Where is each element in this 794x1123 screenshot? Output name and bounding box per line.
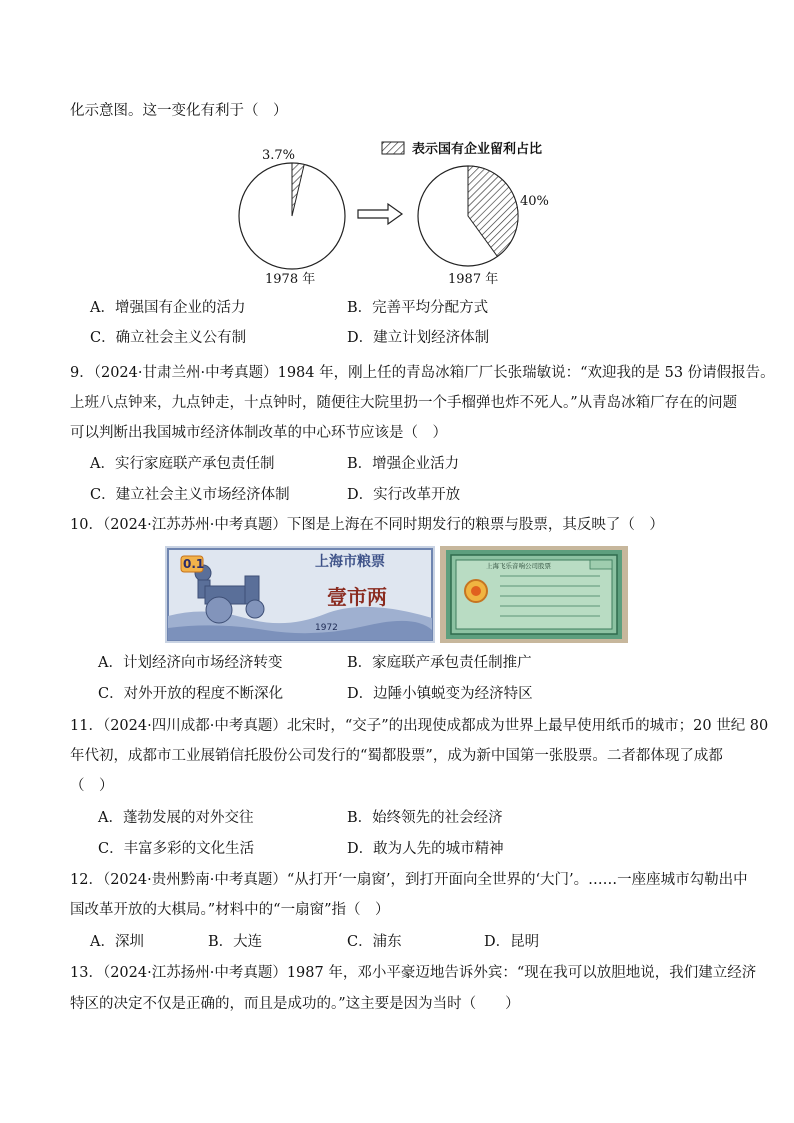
option-c[interactable]: C．浦东: [347, 934, 402, 950]
grain-ticket-image: [165, 546, 435, 643]
ticket-value: 0.1: [183, 557, 205, 571]
pie-right-year: 1987 年: [448, 272, 499, 287]
question-10-line-1: 10．（2024·江苏苏州·中考真题）下图是上海在不同时期发行的粮票与股票，其反映了（ ）: [70, 517, 664, 533]
option-a[interactable]: A．深圳: [90, 934, 144, 950]
transition-arrow-icon: [358, 204, 402, 224]
question-13-line-2: 特区的决定不仅是正确的，而且是成功的。”这主要是因为当时（ ）: [70, 996, 520, 1012]
question-12-line-1: 12．（2024·贵州黔南·中考真题）“从打开‘一扇窗’，到打开面向全世界的‘大门’。……一座座城市勾勒出中: [70, 872, 748, 888]
option-b[interactable]: B．家庭联产承包责任制推广: [347, 655, 532, 671]
option-a[interactable]: A．蓬勃发展的对外交往: [98, 810, 254, 826]
question-11-line-3: （ ）: [70, 778, 114, 794]
option-d[interactable]: D．边陲小镇蜕变为经济特区: [347, 686, 533, 702]
option-b[interactable]: B．完善平均分配方式: [347, 300, 489, 316]
option-a[interactable]: A．计划经济向市场经济转变: [98, 655, 283, 671]
question-12-line-2: 国改革开放的大棋局。”材料中的“一扇窗”指（ ）: [70, 902, 390, 918]
question-11-line-2: 年代初，成都市工业展销信托股份公司发行的“蜀都股票”，成为新中国第一张股票。二者都体现了成都: [70, 748, 723, 764]
option-b[interactable]: B．始终领先的社会经济: [347, 810, 503, 826]
question-11-line-1: 11．（2024·四川成都·中考真题）北宋时，“交子”的出现使成都成为世界上最早使用纸币的城市；20 世纪 80: [70, 718, 769, 734]
option-d[interactable]: D．昆明: [484, 934, 540, 950]
option-a[interactable]: A．增强国有企业的活力: [90, 300, 246, 316]
pie-left-percent-label: 3.7%: [262, 148, 296, 163]
option-b[interactable]: B．大连: [208, 934, 263, 950]
option-c[interactable]: C．确立社会主义公有制: [90, 330, 247, 346]
legend-label: 表示国有企业留利占比: [412, 142, 543, 157]
option-b[interactable]: B．增强企业活力: [347, 456, 460, 472]
option-d[interactable]: D．实行改革开放: [347, 487, 461, 503]
ticket-amount: 壹市两: [327, 585, 387, 609]
option-c[interactable]: C．丰富多彩的文化生活: [98, 841, 255, 857]
option-c[interactable]: C．建立社会主义市场经济体制: [90, 487, 290, 503]
pie-left-year: 1978 年: [265, 272, 316, 287]
legend-swatch: [382, 142, 404, 154]
option-d[interactable]: D．建立计划经济体制: [347, 330, 490, 346]
pie-right-percent-label: 40%: [520, 194, 549, 209]
question-9-line-3: 可以判断出我国城市经济体制改革的中心环节应该是（ ）: [70, 425, 447, 441]
question-9-line-1: 9．（2024·甘肃兰州·中考真题）1984 年，刚上任的青岛冰箱厂厂长张瑞敏说：“欢迎我的是 53 份请假报告。: [70, 365, 775, 381]
option-a[interactable]: A．实行家庭联产承包责任制: [90, 456, 275, 472]
question-13-line-1: 13．（2024·江苏扬州·中考真题）1987 年，邓小平豪迈地告诉外宾：“现在我可以放胆地说，我们建立经济: [70, 965, 757, 981]
stock-certificate-image: [440, 546, 628, 643]
stock-title: 上海飞乐音响公司股票: [486, 562, 551, 570]
option-c[interactable]: C．对外开放的程度不断深化: [98, 686, 284, 702]
ticket-year: 1972: [315, 623, 338, 633]
option-d[interactable]: D．敢为人先的城市精神: [347, 841, 504, 857]
ticket-title: 上海市粮票: [315, 554, 385, 570]
question-stem: 化示意图。这一变化有利于（ ）: [70, 103, 288, 119]
pie-chart-figure: [230, 133, 580, 288]
question-9-line-2: 上班八点钟来，九点钟走，十点钟时，随便往大院里扔一个手榴弹也炸不死人。”从青岛冰箱厂存在的问题: [70, 395, 738, 411]
